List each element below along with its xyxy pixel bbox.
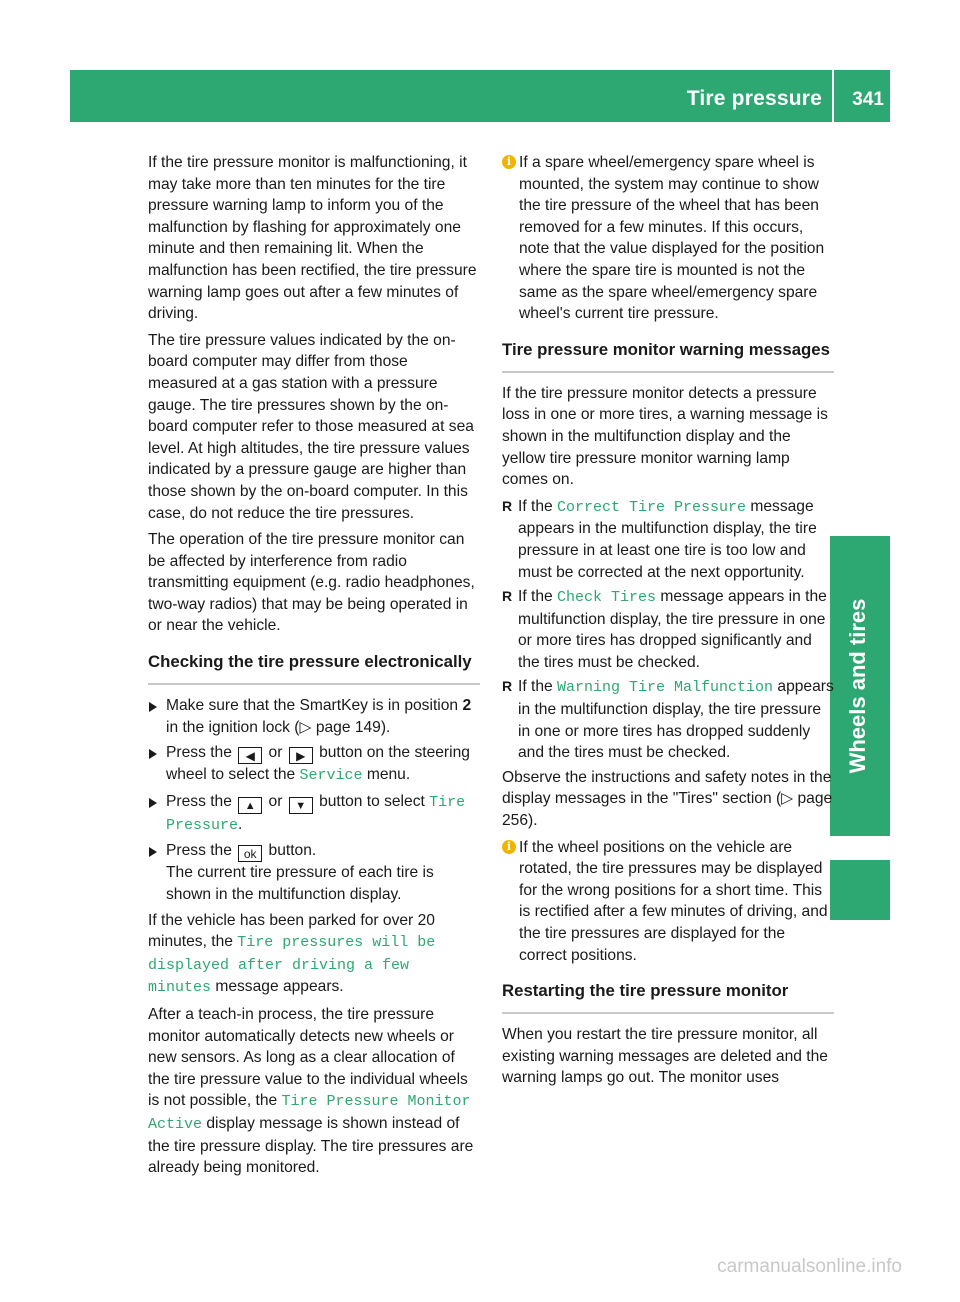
section-heading: Checking the tire pressure electronically xyxy=(148,651,480,685)
paragraph: Observe the instructions and safety notes in the display messages in the "Tires" section (▷ page 256). xyxy=(502,768,833,830)
paragraph: The operation of the tire pressure monitor can be affected by interference from radio transmitting equipment (e.g. radio headphones, two-way radios) that may be being operated in or near the vehicle. xyxy=(148,531,475,635)
section-heading: Restarting the tire pressure monitor xyxy=(502,980,834,1014)
instruction-step: Press the ◀ or ▶ button on the steering wheel to select the Service menu. xyxy=(148,742,480,787)
page-header xyxy=(70,70,890,122)
right-column xyxy=(502,152,834,1094)
paragraph: If the tire pressure monitor is malfunctioning, it may take more than ten minutes for the tire pressure warning lamp to inform you of the malfunction by flashing for approximately one minute and then remaining lit. When the malfunction has been rectified, the tire pressure warning lamp goes out after a few minutes of driving. xyxy=(148,154,477,323)
info-note: i If the wheel positions on the vehicle are rotated, the tire pressures may be displayed for the wrong positions for a short time. This is rectified after a few minutes of driving, and the tire pressures are displayed for the correct positions. xyxy=(502,837,834,967)
display-message: Warning Tire Malfunction xyxy=(557,679,774,697)
paragraph: The tire pressure values indicated by the on-board computer may differ from those measured at a gas station with a pressure gauge. The tire pressures shown by the on-board computer refer to those measured at sea level. At high altitudes, the tire pressure values indicated by a pressure gauge are higher than those shown by the on-board computer. In this case, do not reduce the tire pressures. xyxy=(148,331,474,522)
left-arrow-button-icon: ◀ xyxy=(238,747,262,764)
display-message: Tire pressures will be displayed after driving a few minutes xyxy=(148,934,436,997)
paragraph: When you restart the tire pressure monitor, all existing warning messages are deleted and the warning lamps go out. The monitor uses xyxy=(502,1026,828,1087)
header-divider xyxy=(832,70,834,122)
chapter-tab-label: Wheels and tires xyxy=(845,598,870,774)
info-note: i If a spare wheel/emergency spare wheel is mounted, the system may continue to show the tire pressure of the wheel that has been removed for a few minutes. If this occurs, note that the value displayed for the position where the spare tire is mounted is not the same as the spare wheel/emergency spare wheel's current tire pressure. xyxy=(502,152,834,325)
arrow-right-icon xyxy=(149,847,157,857)
list-item: R If the Correct Tire Pressure message appears in the multifunction display, the tire pressure in at least one tire is too low and must be corrected at the next opportunity. xyxy=(502,497,817,581)
list-item: R If the Check Tires message appears in the multifunction display, the tire pressure in one or more tires has dropped significantly and the tires must be checked. xyxy=(502,588,827,671)
bullet-icon: R xyxy=(502,497,513,514)
section-heading: Tire pressure monitor warning messages xyxy=(502,339,834,373)
arrow-right-icon xyxy=(149,749,157,759)
info-icon: i xyxy=(502,155,516,169)
chapter-marker xyxy=(830,860,890,920)
page-reference-icon: ▷ xyxy=(781,790,798,808)
bullet-icon: R xyxy=(502,678,513,695)
paragraph: If the vehicle has been parked for over 20 minutes, the Tire pressures will be displayed after driving a few minutes message appears. xyxy=(148,911,436,997)
page-reference-icon: ▷ xyxy=(299,718,316,736)
instruction-step: Press the ▲ or ▼ button to select Tire Pressure. xyxy=(148,791,480,837)
list-item: R If the Warning Tire Malfunction appears in the multifunction display, the tire pressure in one or more tires has dropped suddenly and the tires must be checked. xyxy=(502,678,834,762)
arrow-right-icon xyxy=(149,702,157,712)
watermark: carmanualsonline.info xyxy=(717,1256,902,1277)
instruction-step: Press the ok button. The current tire pressure of each tire is shown in the multifunction display. xyxy=(148,840,480,905)
paragraph: If the tire pressure monitor detects a pressure loss in one or more tires, a warning message is shown in the multifunction display and the yellow tire pressure monitor warning lamp comes on. xyxy=(502,384,828,489)
info-icon: i xyxy=(502,840,516,854)
display-message: Check Tires xyxy=(557,589,657,607)
paragraph: After a teach-in process, the tire pressure monitor automatically detects new wheels or new sensors. As long as a clear allocation of the tire pressure value to the individual wheels is not possible, the Tire Pressure Monitor Active display message is shown instead of the tire pressure display. The tire pressures are already being monitored. xyxy=(148,1006,474,1177)
menu-name: Service xyxy=(299,767,363,785)
bullet-icon: R xyxy=(502,588,513,605)
display-message: Correct Tire Pressure xyxy=(557,498,747,516)
page-number: 341 xyxy=(852,89,884,110)
up-arrow-button-icon: ▲ xyxy=(238,797,262,814)
instruction-step: Make sure that the SmartKey is in position 2 in the ignition lock (▷ page 149). xyxy=(148,695,480,738)
down-arrow-button-icon: ▼ xyxy=(289,797,313,814)
section-title: Tire pressure xyxy=(686,87,822,110)
arrow-right-icon xyxy=(149,798,157,808)
menu-item-name: Tire Pressure xyxy=(166,793,466,834)
display-message: Tire Pressure Monitor Active xyxy=(148,1093,471,1133)
ok-button-icon: ok xyxy=(238,845,262,862)
left-column xyxy=(148,152,480,1184)
right-arrow-button-icon: ▶ xyxy=(289,747,313,764)
